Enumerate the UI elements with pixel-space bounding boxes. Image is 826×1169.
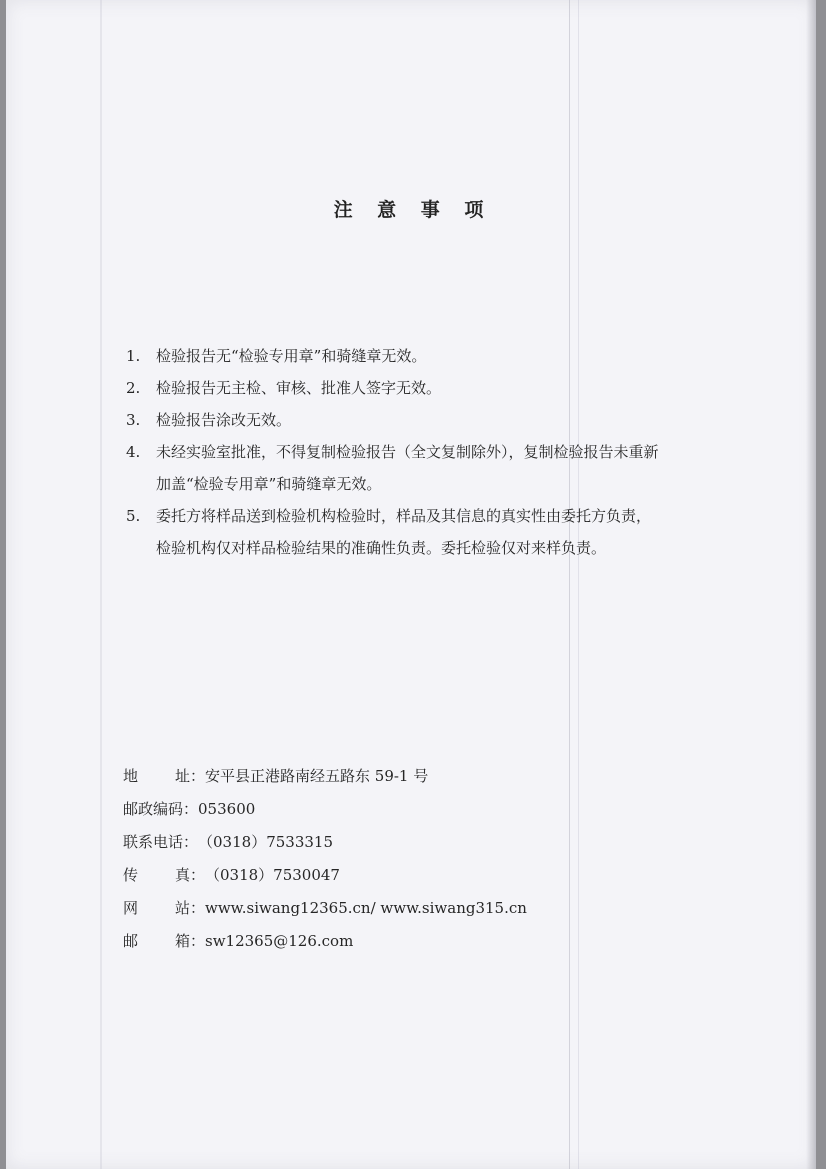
phone-row (123, 826, 623, 859)
note-item (126, 436, 726, 468)
postcode-row (123, 793, 623, 826)
note-number: 2. (126, 379, 141, 397)
note-item (126, 404, 726, 436)
note-item-continuation (126, 532, 726, 564)
margin-line (100, 0, 102, 1169)
note-text: 委托方将样品送到检验机构检验时，样品及其信息的真实性由委托方负责， (156, 507, 652, 525)
website-row (123, 892, 623, 925)
page-edge-shadow (806, 0, 816, 1169)
note-text: 检验报告涂改无效。 (156, 411, 292, 429)
address-value: 安平县正港路南经五路东 59-1 号 (205, 767, 429, 785)
note-item-continuation (126, 468, 726, 500)
note-item (126, 372, 726, 404)
fax-label: 传 真： (123, 866, 205, 884)
note-number: 3. (126, 411, 141, 429)
note-item (126, 500, 726, 532)
note-number: 1. (126, 347, 141, 365)
note-text: 检验报告无“检验专用章”和骑缝章无效。 (156, 347, 427, 365)
email-row (123, 925, 623, 958)
address-row (123, 760, 623, 793)
document-page (6, 0, 816, 1169)
fax-value: （0318）7530047 (205, 866, 340, 884)
email-value: sw12365@126.com (205, 932, 354, 950)
notes-list (126, 340, 726, 564)
note-text: 加盖“检验专用章”和骑缝章无效。 (156, 475, 382, 493)
contact-info (123, 760, 623, 958)
note-number: 5. (126, 507, 141, 525)
note-text: 检验机构仅对样品检验结果的准确性负责。委托检验仅对来样负责。 (156, 539, 607, 557)
note-item (126, 340, 726, 372)
note-number: 4. (126, 443, 141, 461)
fold-line (569, 0, 570, 1169)
website-label: 网 站： (123, 899, 205, 917)
fold-line-shadow (578, 0, 579, 1169)
postcode-value: 053600 (198, 800, 256, 818)
note-text: 未经实验室批准，不得复制检验报告（全文复制除外），复制检验报告未重新 (156, 443, 659, 461)
page-title: 注 意 事 项 (333, 199, 493, 221)
address-label: 地 址： (123, 767, 205, 785)
website-value: www.siwang12365.cn/ www.siwang315.cn (205, 899, 527, 917)
email-label: 邮 箱： (123, 932, 205, 950)
phone-label: 联系电话： (123, 833, 199, 851)
note-text: 检验报告无主检、审核、批准人签字无效。 (156, 379, 442, 397)
fax-row (123, 859, 623, 892)
phone-value: （0318）7533315 (198, 833, 333, 851)
postcode-label: 邮政编码： (123, 800, 199, 818)
